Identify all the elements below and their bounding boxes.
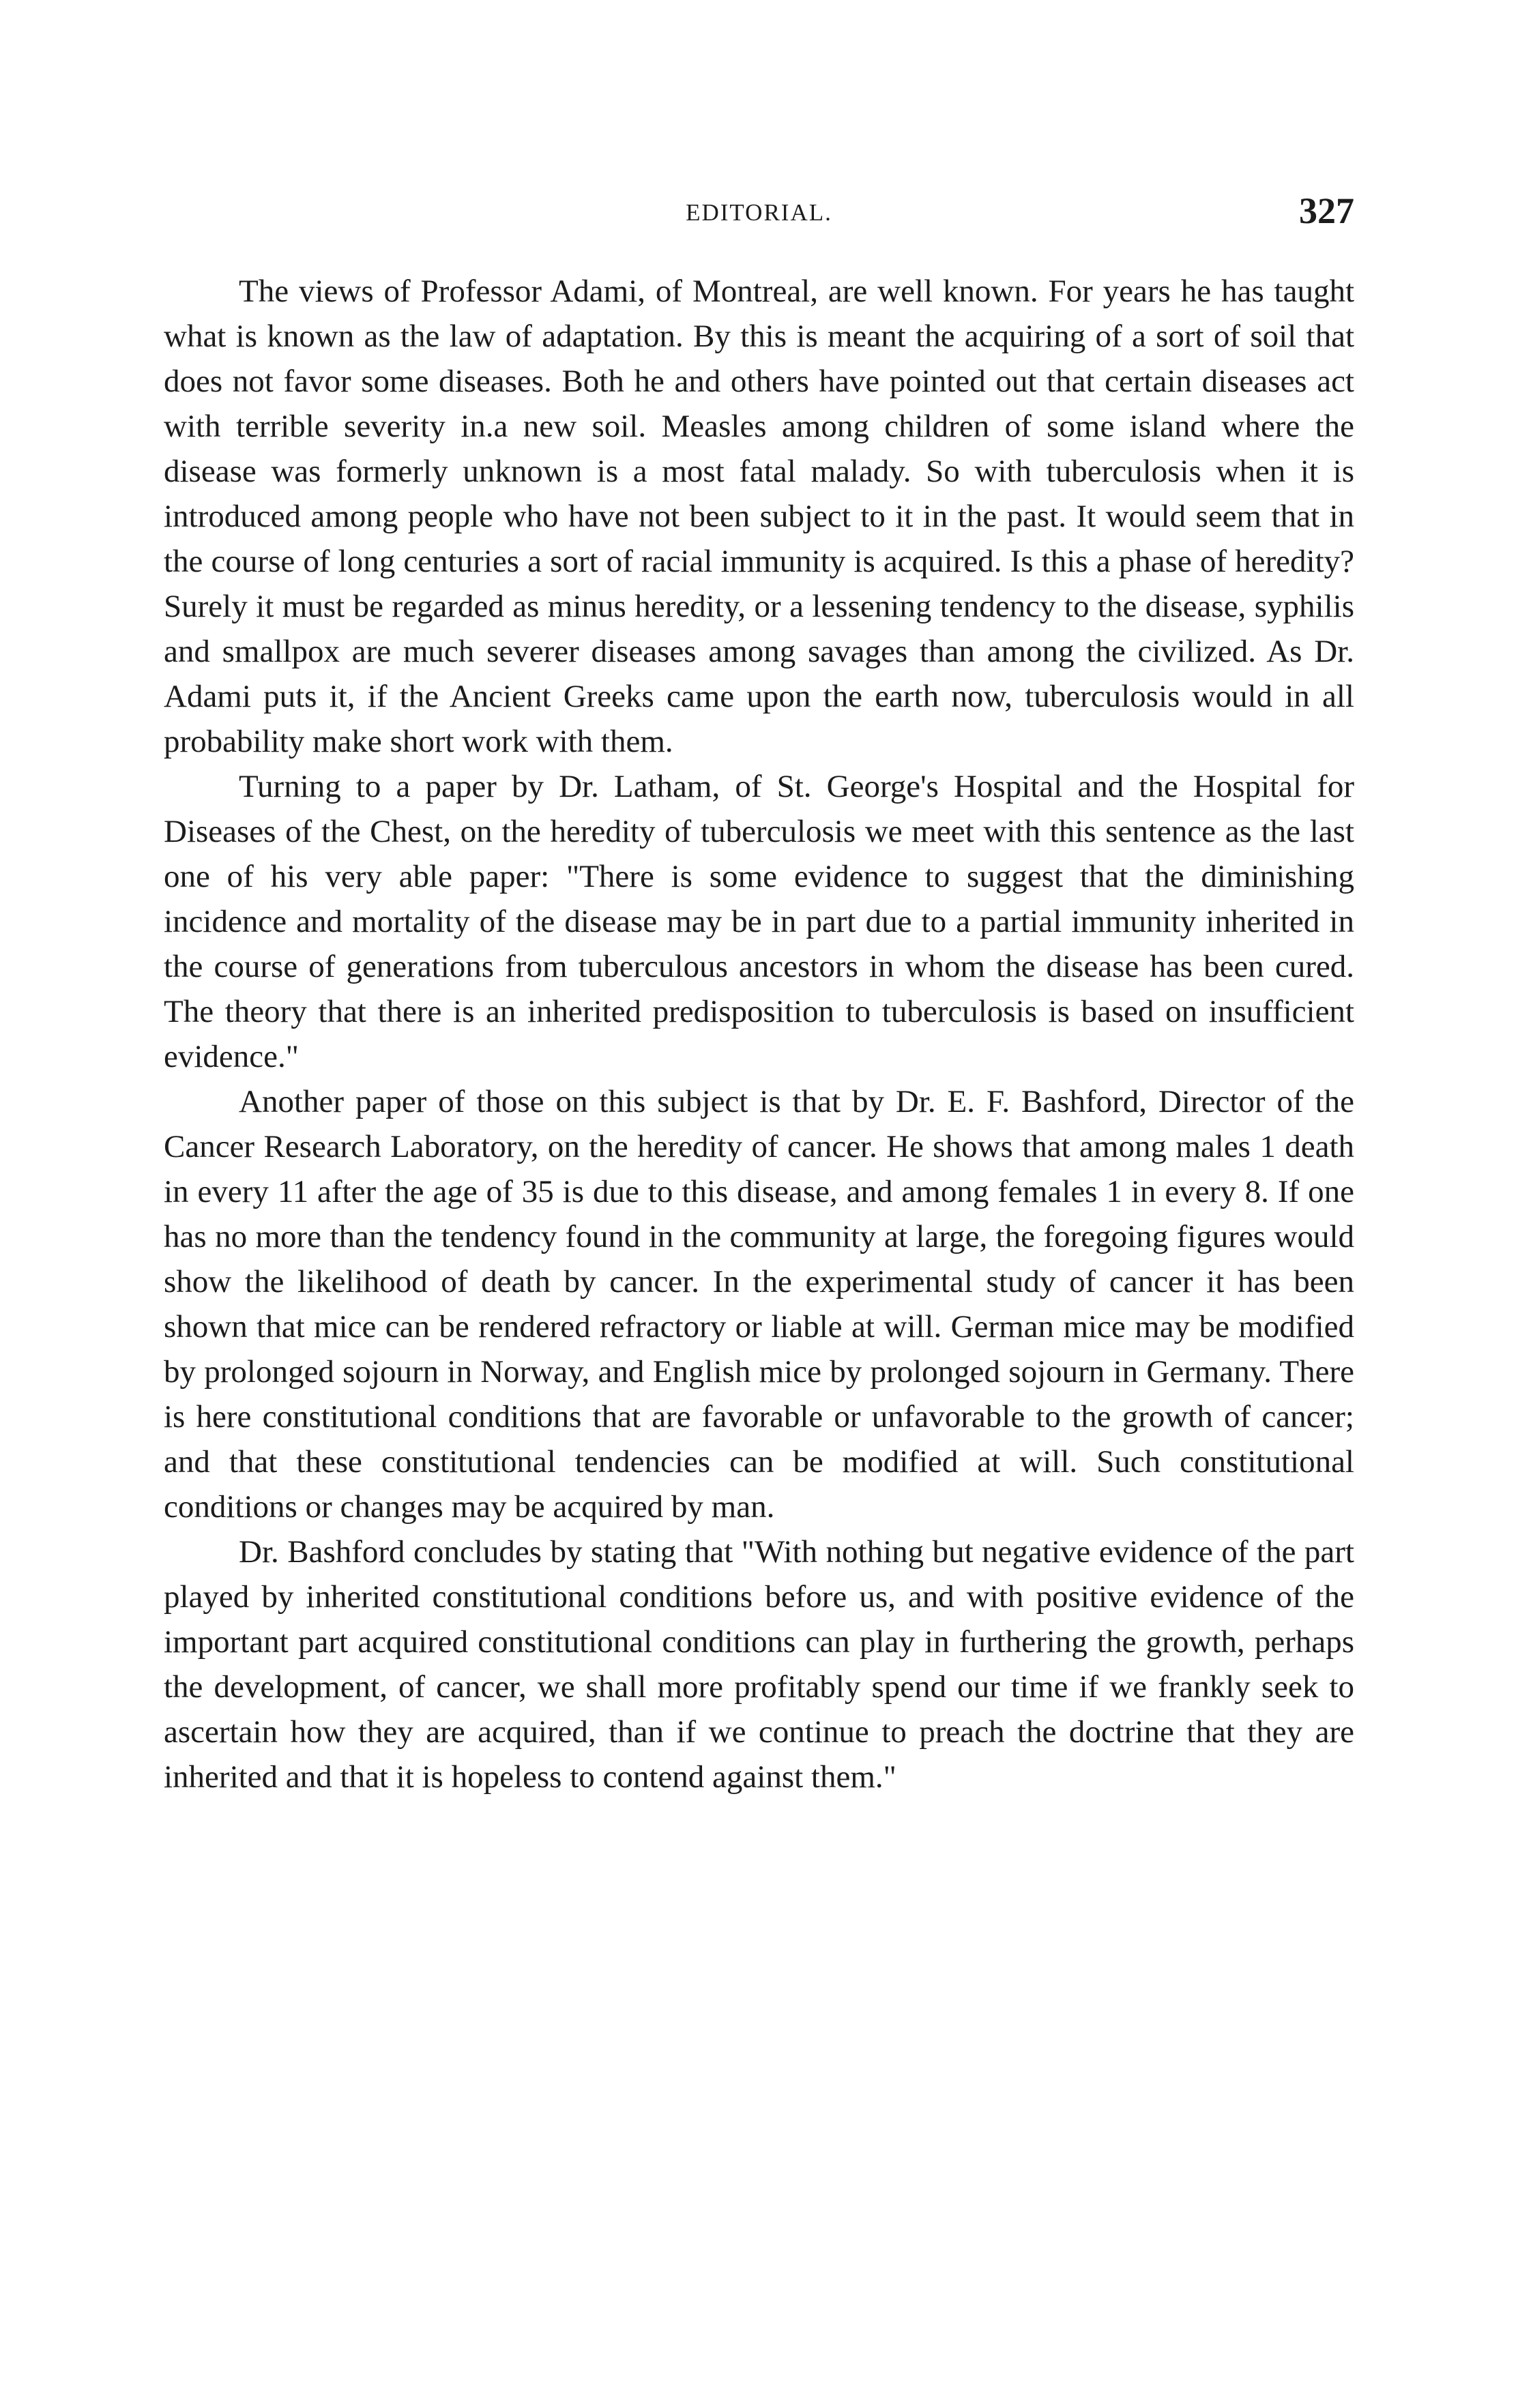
paragraph-bashford-conclusion: Dr. Bashford concludes by stating that "With nothing but negative evidence of the part played by inherited constitutional conditions before us, and with positive evidence of the important part acquired constitutional conditions can play in furthering the growth, perhaps the development, of cancer, we shall more profitably spend our time if we frankly seek to ascertain how they are acquired, than if we continue to preach the doctrine that they are inherited and that it is hopeless to contend against them." [164, 1534, 1354, 1795]
page-number: 327 [1299, 190, 1354, 231]
paragraph-bashford-cancer: Another paper of those on this subject is that by Dr. E. F. Bashford, Director of the Cancer Research Laboratory, on the heredity of cancer. He shows that among males 1 death in every 11 after the age of 35 is due to this disease, and among females 1 in every 8. If one has no more than the tendency found in the community at large, the foregoing figures would show the likelihood of death by cancer. In the experimental study of cancer it has been shown that mice can be rendered refractory or liable at will. German mice may be modified by prolonged sojourn in Norway, and English mice by prolonged sojourn in Germany. There is here constitutional conditions that are favorable or unfavorable to the growth of cancer; and that these constitutional tendencies can be modified at will. Such constitutional conditions or changes may be acquired by man. [164, 1084, 1354, 1525]
paragraph-adami: The views of Professor Adami, of Montreal, are well known. For years he has taught what is known as the law of adaptation. By this is meant the acquiring of a sort of soil that does not favor some diseases. Both he and others have pointed out that certain diseases act with terrible severity in.a new soil. Measles among children of some island where the disease was formerly unknown is a most fatal malady. So with tuberculosis when it is introduced among people who have not been subject to it in the past. It would seem that in the course of long centuries a sort of racial immunity is acquired. Is this a phase of heredity? Surely it must be regarded as minus heredity, or a lessening tendency to the disease, syphilis and smallpox are much severer diseases among savages than among the civilized. As Dr. Adami puts it, if the Ancient Greeks came upon the earth now, tuberculosis would in all probability make short work with them. [164, 274, 1354, 759]
article-body [164, 269, 1354, 1800]
running-head [164, 190, 1354, 237]
running-head-title: EDITORIAL. [686, 199, 832, 226]
paragraph-latham: Turning to a paper by Dr. Latham, of St. George's Hospital and the Hospital for Diseases of the Chest, on the heredity of tuberculosis we meet with this sentence as the last one of his very able paper: "There is some evidence to suggest that the diminishing incidence and mortality of the disease may be in part due to a partial immunity inherited in the course of generations from tuberculous ancestors in whom the disease has been cured. The theory that there is an inherited predisposition to tuberculosis is based on insufficient evidence." [164, 769, 1354, 1074]
